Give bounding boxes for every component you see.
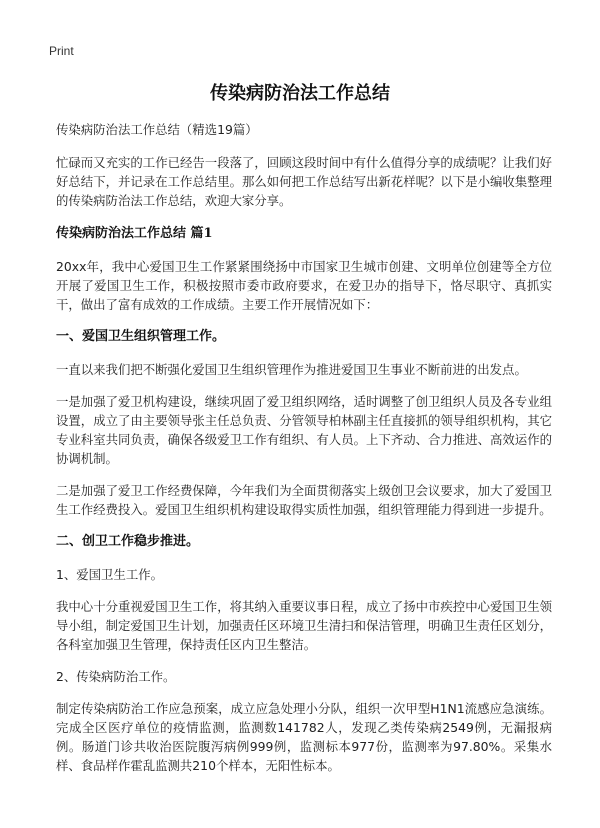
subheading-infectious-disease: 2、传染病防治工作。: [56, 669, 176, 684]
document-title: 传染病防治法工作总结: [210, 83, 390, 104]
paragraph-organization-1: 一是加强了爱卫机构建设，继续巩固了爱卫组织网络，适时调整了创卫组织人员及各专业组设置，成立了由主要领导张主任总负责、分管领导柏林副主任直接抓的领导组织机构，其它专业科室共同负责，确保各级爱卫工作有组织、有人员。上下齐动、合力推进、高效运作的协调机制。: [56, 394, 552, 466]
heading-creation: 二、创卫工作稳步推进。: [56, 534, 200, 549]
paragraph-organization-intro: 一直以来我们把不断强化爱国卫生组织管理作为推进爱国卫生事业不断前进的出发点。: [56, 362, 527, 377]
print-link[interactable]: Print: [49, 44, 74, 58]
document-body: [56, 120, 552, 775]
subheading-patriotic-health: 1、爱国卫生工作。: [56, 567, 164, 582]
paragraph-organization-2: 二是加强了爱卫工作经费保障，今年我们为全面贯彻落实上级创卫会议要求，加大了爱国卫生工作经费投入。爱国卫生组织机构建设取得实质性加强，组织管理能力得到进一步提升。: [56, 483, 552, 517]
paragraph-patriotic-health: 我中心十分重视爱国卫生工作，将其纳入重要议事日程，成立了扬中市疾控中心爱国卫生领导小组，制定爱国卫生计划，加强责任区环境卫生清扫和保洁管理，明确卫生责任区划分，各科室加强卫生管理，保持责任区内卫生整洁。: [56, 599, 552, 652]
section-heading: 传染病防治法工作总结 篇1: [56, 226, 213, 241]
intro-paragraph: 忙碌而又充实的工作已经告一段落了，回顾这段时间中有什么值得分享的成绩呢？让我们好好总结下，并记录在工作总结里。那么如何把工作总结写出新花样呢？以下是小编收集整理的传染病防治法工作总结，欢迎大家分享。: [56, 155, 552, 208]
paragraph-overview: 20xx年，我中心爱国卫生工作紧紧围绕扬中市国家卫生城市创建、文明单位创建等全方位开展了爱国卫生工作，积极按照市委市政府要求，在爱卫办的指导下，恪尽职守、真抓实干，做出了富有成效的工作成绩。主要工作开展情况如下：: [56, 259, 552, 312]
heading-organization: 一、爱国卫生组织管理工作。: [56, 329, 226, 344]
document-subtitle: 传染病防治法工作总结（精选19篇）: [56, 122, 258, 137]
paragraph-infectious-disease: 制定传染病防治工作应急预案，成立应急处理小分队，组织一次甲型H1N1流感应急演练。完成全区医疗单位的疫情监测，监测数141782人，发现乙类传染病2549例，无漏报病例。肠道门诊共收治医院腹泻病例999例，监测标本977份，监测率为97.80%。采集水样、食品样作霍乱监测共210个样本，无阳性标本。: [56, 701, 552, 773]
